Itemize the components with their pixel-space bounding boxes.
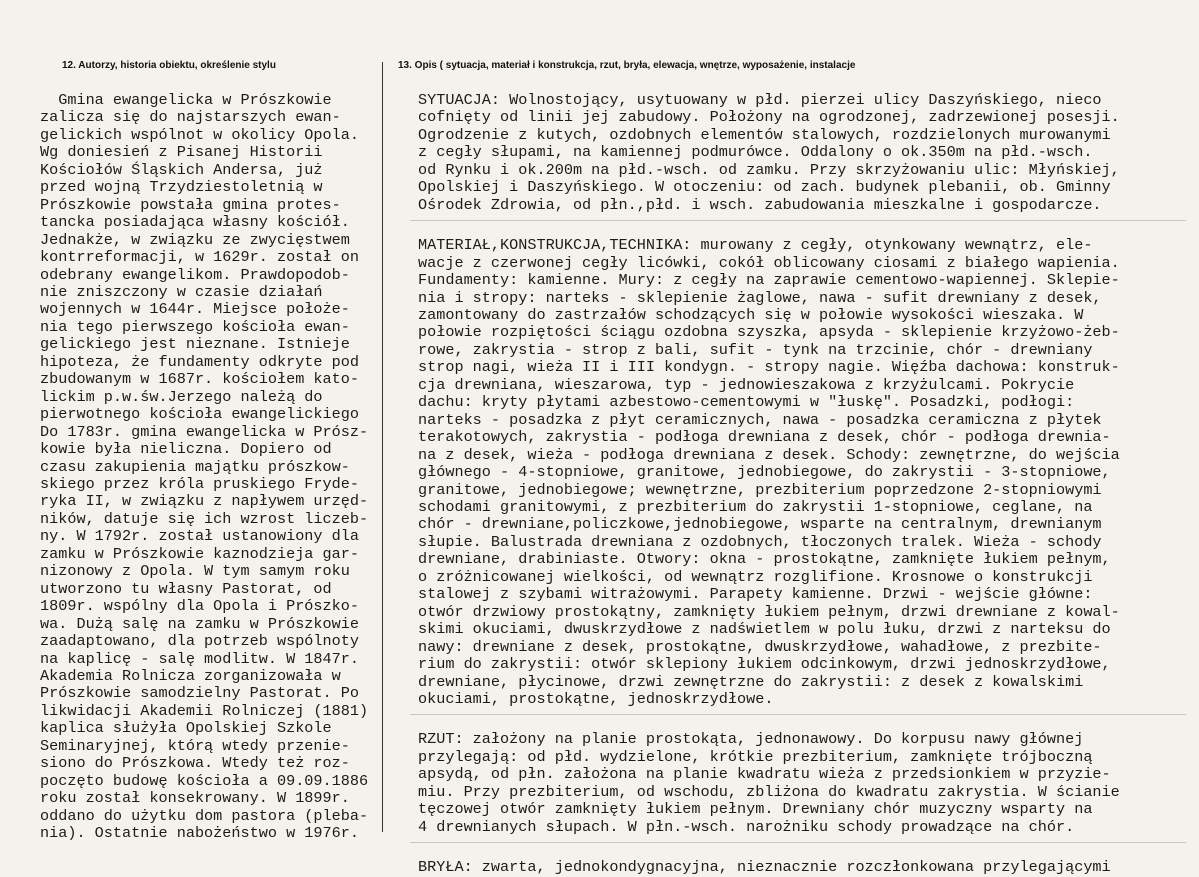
description-text-line: schodami granitowymi, z prezbiterium do zakrystii 1-stopniowe, ceglane, na	[418, 497, 1093, 516]
description-text-line: Fundamenty: kamienne. Mury: z cegły na zaprawie cementowo-wapiennej. Sklepie-	[418, 271, 1120, 290]
description-text-line: nawy: drewniane z desek, prostokątne, dwuskrzydłowe, wahadłowe, z prezbite-	[418, 637, 1102, 656]
description-text-line: rium do zakrystii: otwór sklepiony łukiem odcinkowym, drzwi jednoskrzydłowe,	[418, 655, 1111, 674]
description-text-line: rowe, zakrystia - strop z bali, sufit - tynk na trzcinie, chór - drewniany	[418, 340, 1093, 359]
description-text-line: 4 drewnianych słupach. W płn.-wsch. narożniku schody prowadzące na chór.	[418, 817, 1075, 836]
history-text-line: Kościołów Śląskich Andersa, już	[40, 160, 323, 179]
history-text-line: Do 1783r. gmina ewangelicka w Prósz-	[40, 422, 369, 441]
history-text-line: lickim p.w.św.Jerzego należą do	[40, 387, 323, 406]
history-text-line: ryka II, w związku z napływem urzęd-	[40, 492, 369, 511]
description-text-line: wacje z czerwonej cegły licówki, cokół oblicowany ciosami z białego wapienia.	[418, 253, 1120, 272]
history-text-line: zaadaptowano, dla potrzeb wspólnoty	[40, 632, 359, 651]
history-text-line: gelickiego jest nieznane. Istnieje	[40, 335, 350, 354]
description-text-line: miu. Przy prezbiterium, od wschodu, zbliżona do kwadratu zakrystia. W ścianie	[418, 782, 1120, 801]
description-text-line: otwór drzwiowy prostokątny, zamknięty łukiem pełnym, drzwi drewniane z kowal-	[418, 602, 1120, 621]
history-text-line: Prószkowie samodzielny Pastorat. Po	[40, 684, 359, 703]
description-text-line: tęczowej otwór zamknięty łukiem pełnym. Drewniany chór muzyczny wsparty na	[418, 800, 1093, 819]
description-section	[418, 237, 1188, 708]
history-text-line: przed wojną Trzydziestoletnią w	[40, 178, 323, 197]
description-text-line: słupie. Balustrada drewniana z ozdobnych, tłoczonych tralek. Wieża - schody	[418, 532, 1102, 551]
description-text-line: zamontowany do zastrzałów schodzących się w połowie wysokości wieszaka. W	[418, 305, 1084, 324]
description-text-line: z cegły słupami, na kamiennej podmurówce. Oddalony o ok.350m na płd.-wsch.	[418, 143, 1093, 162]
history-text-line: oddano do użytku dom pastora (pleba-	[40, 806, 369, 825]
description-text-line: skimi okuciami, dwuskrzydłowe z nadświetlem w polu łuku, drzwi z narteksu do	[418, 620, 1111, 639]
description-text-line: Opolskiej i Daszyńskiego. W otoczeniu: od zach. budynek plebanii, ob. Gminny	[418, 178, 1111, 197]
section-13-header: 13. Opis ( sytuacja, materiał i konstrukcja, rzut, bryła, elewacja, wnętrze, wyposażenie, instalacje	[398, 60, 856, 71]
history-text-line: Jednakże, w związku ze zwycięstwem	[40, 230, 350, 249]
history-text-line: siono do Prószkowa. Wtedy też roz-	[40, 754, 350, 773]
description-text-line: SYTUACJA: Wolnostojący, usytuowany w płd. pierzei ulicy Daszyńskiego, nieco	[418, 91, 1102, 109]
history-text-line: Akademia Rolnicza zorganizowała w	[40, 666, 341, 685]
description-text-line: Ogrodzenie z kutych, ozdobnych elementów stalowych, rozdzielonych murowanymi	[418, 125, 1111, 144]
description-text-line: cofnięty od linii jej zabudowy. Położony na ogrodzonej, zadrzewionej posesji.	[418, 108, 1120, 127]
history-text-line: poczęto budowę kościoła a 09.09.1886	[40, 771, 369, 790]
history-text-line: nia). Ostatnie nabożeństwo w 1976r.	[40, 824, 359, 843]
history-text-line: zalicza się do najstarszych ewan-	[40, 108, 341, 127]
description-text-line: chór - drewniane,policzkowe,jednobiegowe, wsparte na centralnym, drewnianym	[418, 515, 1102, 534]
description-text-line: stalowej z szybami witrażowymi. Parapety kamienne. Drzwi - wejście główne:	[418, 585, 1093, 604]
history-text-line: czasu zakupienia majątku prószkow-	[40, 457, 350, 476]
history-text-line: ników, datuje się ich wzrost liczeb-	[40, 509, 369, 528]
history-text-line: kowie była nieliczna. Dopiero od	[40, 440, 332, 459]
description-text-line: RZUT: założony na planie prostokąta, jednonawowy. Do korpusu nawy głównej	[418, 730, 1084, 749]
description-text-line: cja drewniana, wieszarowa, typ - jednowieszakowa z krzyżulcami. Pokrycie	[418, 375, 1075, 394]
history-text-line: Seminaryjnej, którą wtedy przenie-	[40, 736, 350, 755]
description-text-line: głównego - 4-stopniowe, granitowe, jednobiegowe, do zakrystii - 3-stopniowe,	[418, 463, 1111, 482]
history-text-line: kontrreformacji, w 1629r. został on	[40, 248, 359, 267]
history-text-line: tancka posiadająca własny kościół.	[40, 213, 350, 232]
description-section	[418, 859, 1188, 876]
history-text-line: Gmina ewangelicka w Prószkowie	[40, 91, 332, 109]
description-text-line: drewniane, płycinowe, drzwi zewnętrzne do zakrystii: z desek z kowalskimi	[418, 672, 1084, 691]
description-text-line: dachu: kryty płytami azbestowo-cementowymi w "łuskę". Posadzki, podłogi:	[418, 393, 1075, 412]
description-text-line: od Rynku i ok.200m na płd.-wsch. od zamku. Przy skrzyżowaniu ulic: Młyńskiej,	[418, 160, 1120, 179]
section-separator	[410, 220, 1186, 235]
description-text-line: BRYŁA: zwarta, jednokondygnacyjna, nieznacznie rozczłonkowana przylegającymi	[418, 858, 1111, 877]
description-text-line: połowie rozpiętości ściągu ozdobna szyszka, apsyda - sklepienie krzyżowo-żeb-	[418, 323, 1120, 342]
description-text-line: o zróżnicowanej wielkości, od wewnątrz rozglifione. Krosnowe o konstrukcji	[418, 567, 1093, 586]
history-text-line: hipoteza, że fundamenty odkryte pod	[40, 352, 359, 371]
history-text-column	[40, 92, 378, 842]
history-text-line: na kaplicę - salę modlitw. W 1847r.	[40, 649, 359, 668]
history-text-line: zamku w Prószkowie kaznodzieja gar-	[40, 544, 359, 563]
description-text-line: terakotowych, zakrystia - podłoga drewniana z desek, chór - podłoga drewnia-	[418, 428, 1111, 447]
description-text-column	[418, 92, 1188, 877]
description-text-line: strop nagi, wieża II i III kondygn. - stropy nagie. Więźba dachowa: konstruk-	[418, 358, 1120, 377]
history-text-line: nia tego pierwszego kościoła ewan-	[40, 317, 350, 336]
history-text-line: nie zniszczony w czasie działań	[40, 282, 323, 301]
history-text-line: odebrany ewangelikom. Prawdopodob-	[40, 265, 350, 284]
history-text-line: Prószkowie powstała gmina protes-	[40, 195, 341, 214]
description-text-line: drewniane, drabiniaste. Otwory: okna - prostokątne, zamknięte łukiem pełnym,	[418, 550, 1111, 569]
history-text-line: wa. Dużą salę na zamku w Prószkowie	[40, 614, 359, 633]
description-text-line: apsydą, od płn. założona na planie kwadratu wieża z przedsionkiem w przyzie-	[418, 765, 1111, 784]
history-text-line: roku został konsekrowany. W 1899r.	[40, 789, 350, 808]
section-12-header: 12. Autorzy, historia obiektu, określenie stylu	[62, 60, 276, 71]
history-text-line: Wg doniesień z Pisanej Historii	[40, 143, 323, 162]
section-separator	[410, 842, 1186, 857]
column-divider	[382, 62, 383, 832]
description-section	[418, 92, 1188, 214]
description-text-line: MATERIAŁ,KONSTRUKCJA,TECHNIKA: murowany z cegły, otynkowany wewnątrz, ele-	[418, 236, 1093, 255]
history-text-line: pierwotnego kościoła ewangelickiego	[40, 405, 359, 424]
history-text-line: zbudowanym w 1687r. kościołem kato-	[40, 370, 359, 389]
description-text-line: przylegają: od płd. wydzielone, krótkie prezbiterium, zamknięte trójboczną	[418, 747, 1093, 766]
description-section	[418, 731, 1188, 836]
history-text-line: likwidacji Akademii Rolniczej (1881)	[40, 701, 369, 720]
history-text-line: 1809r. wspólny dla Opola i Prószko-	[40, 597, 359, 616]
history-text-line: nizonowy z Opola. W tym samym roku	[40, 562, 350, 581]
description-text-line: granitowe, jednobiegowe; wewnętrzne, prezbiterium poprzedzone 2-stopniowymi	[418, 480, 1102, 499]
description-text-line: narteks - posadzka z płyt ceramicznych, nawa - posadzka ceramiczna z płytek	[418, 410, 1102, 429]
history-text-line: utworzono tu własny Pastorat, od	[40, 579, 332, 598]
description-text-line: na z desek, wieża - podłoga drewniana z desek. Schody: zewnętrzne, do wejścia	[418, 445, 1120, 464]
description-text-line: nia i stropy: narteks - sklepienie żaglowe, nawa - sufit drewniany z desek,	[418, 288, 1102, 307]
description-text-line: okuciami, prostokątne, jednoskrzydłowe.	[418, 689, 774, 708]
history-text-line: ny. W 1792r. został ustanowiony dla	[40, 527, 359, 546]
history-text-line: gelickich wspólnot w okolicy Opola.	[40, 125, 359, 144]
history-text-line: kaplica służyła Opolskiej Szkole	[40, 719, 332, 738]
description-text-line: Ośrodek Zdrowia, od płn.,płd. i wsch. zabudowania mieszkalne i gospodarcze.	[418, 195, 1102, 214]
section-separator	[410, 714, 1186, 729]
history-text-line: skiego przez króla pruskiego Fryde-	[40, 474, 359, 493]
history-text-line: wojennych w 1644r. Miejsce położe-	[40, 300, 350, 319]
